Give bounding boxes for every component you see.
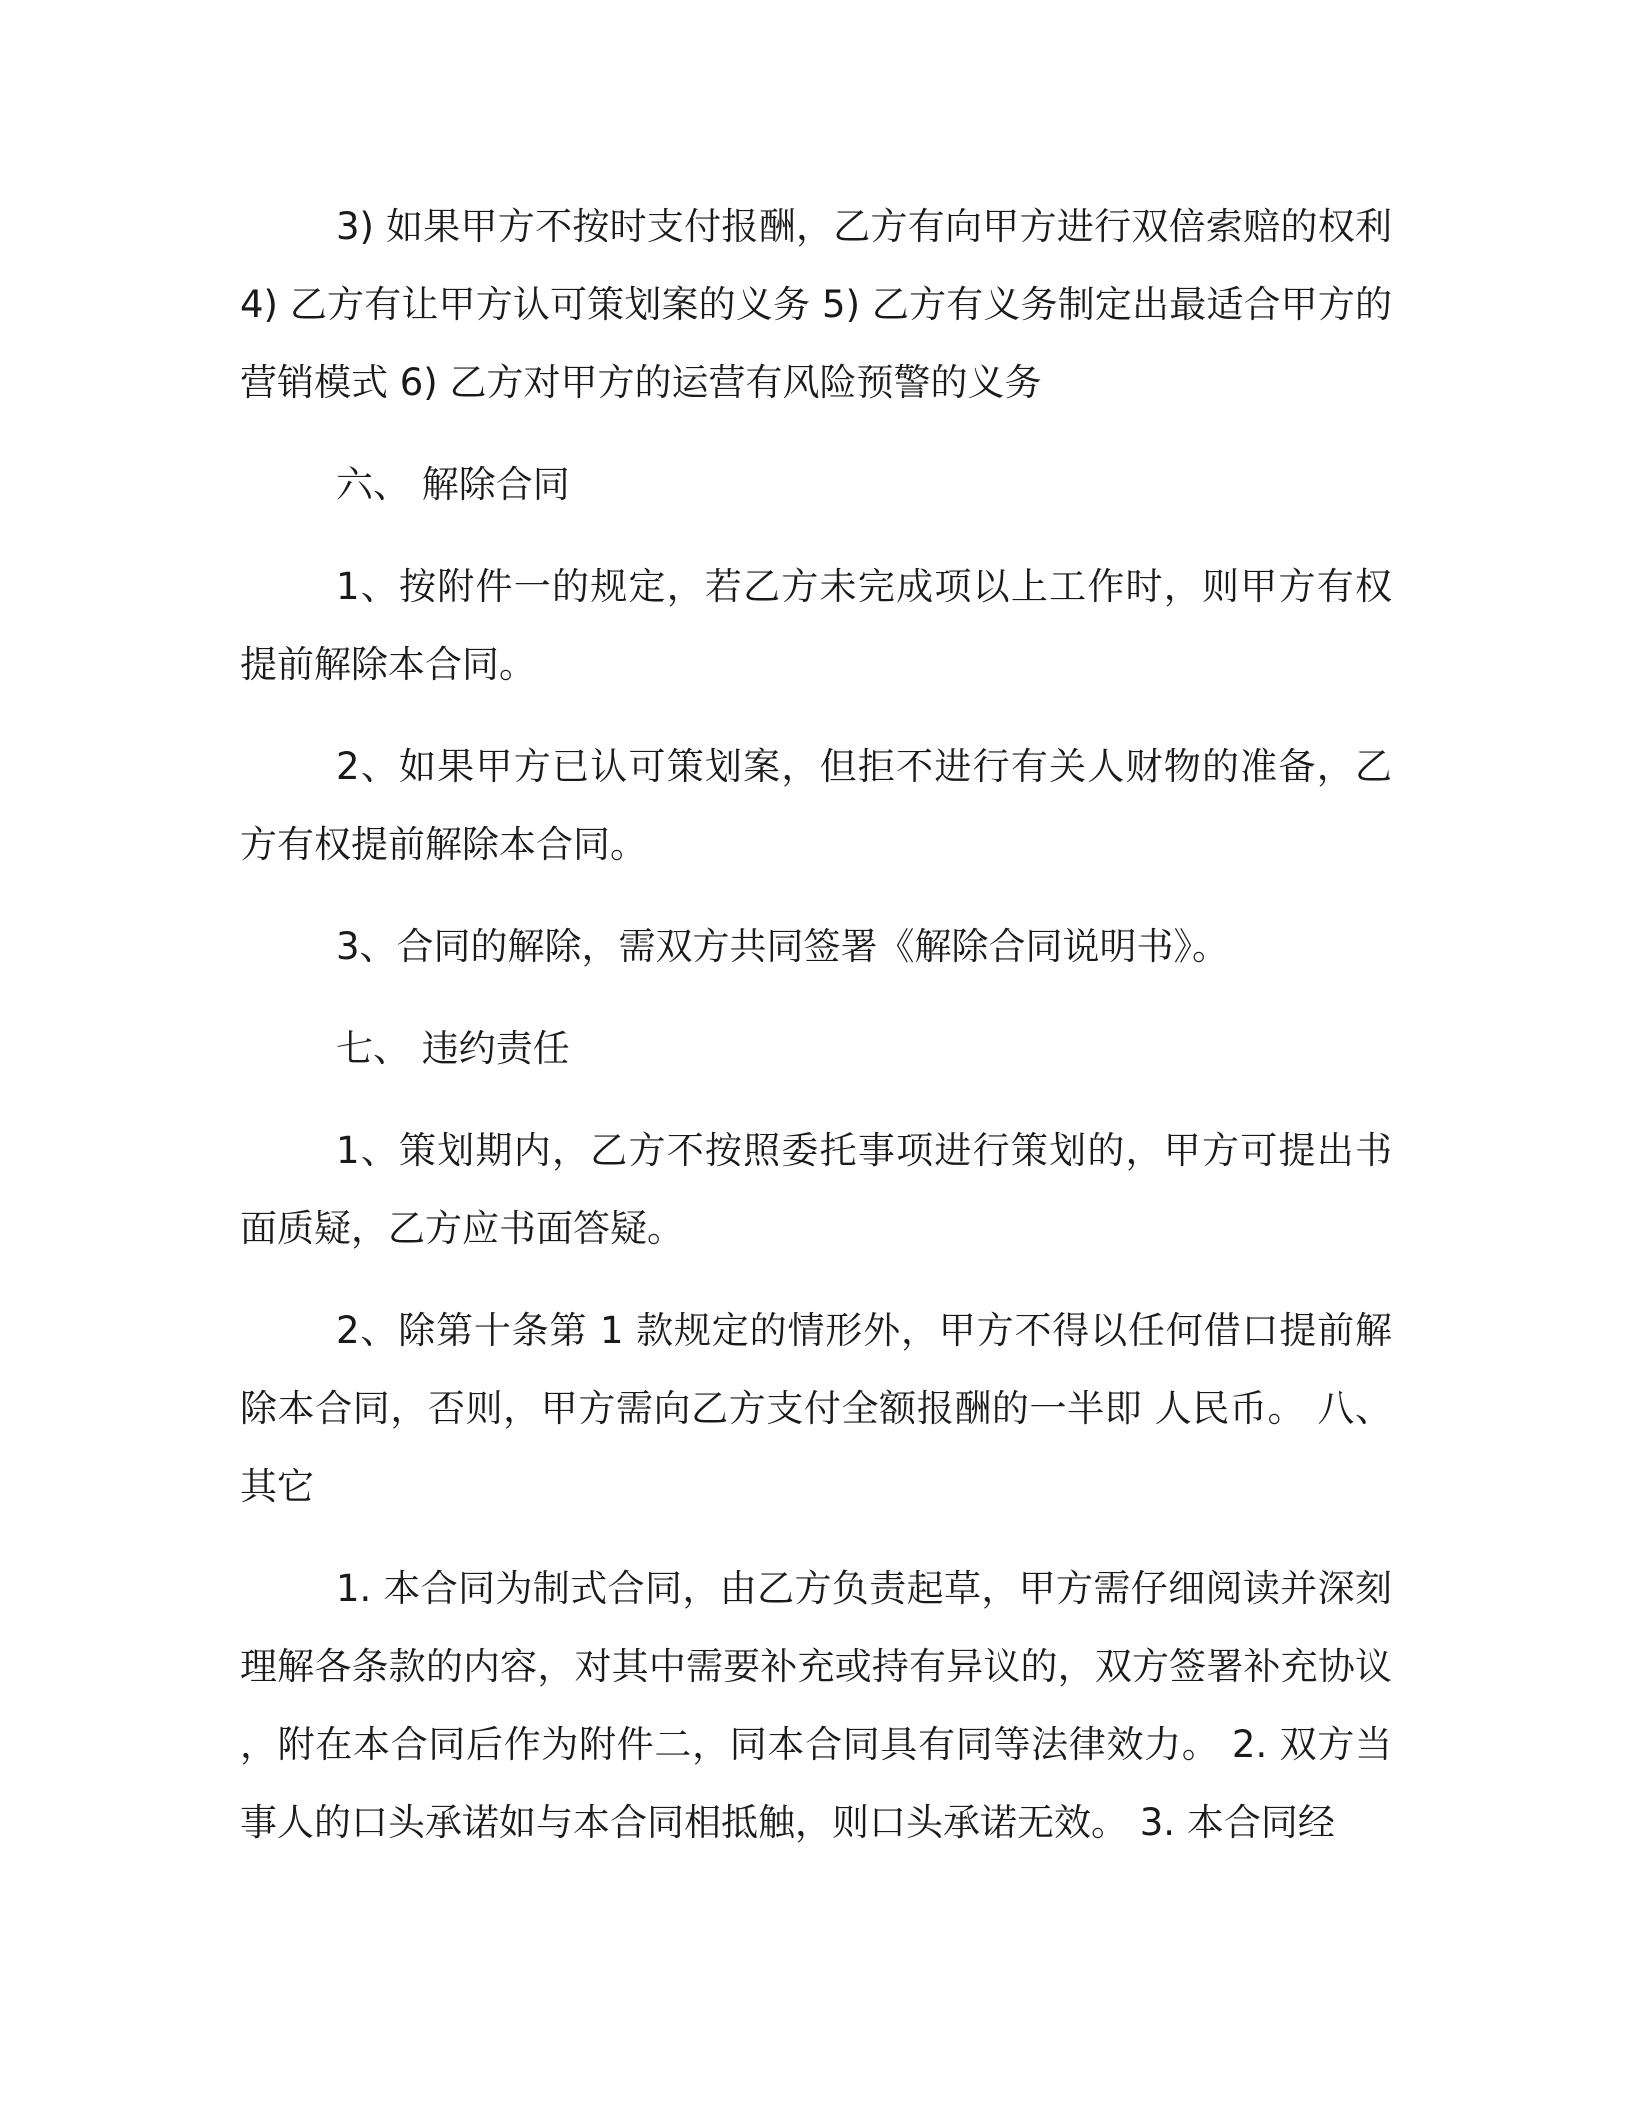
termination-clause-3: 3、合同的解除，需双方共同签署《解除合同说明书》。 (336, 925, 1230, 968)
liability-clause-1: 1、策划期内，乙方不按照委托事项进行策划的，甲方可提出书面质疑，乙方应书面答疑。 (240, 1129, 1392, 1250)
document-body (240, 188, 1392, 1886)
termination-clause-1: 1、按附件一的规定，若乙方未完成项以上工作时，则甲方有权提前解除本合同。 (240, 565, 1392, 686)
section-heading-termination: 六、 解除合同 (336, 463, 570, 506)
section-heading-liability: 七、 违约责任 (336, 1027, 570, 1070)
clause-rights-obligations: 3) 如果甲方不按时支付报酬，乙方有向甲方进行双倍索赔的权利 4) 乙方有让甲方认可策划案的义务 5) 乙方有义务制定出最适合甲方的营销模式 6) 乙方对甲方的运营有风险预警的义务 (240, 205, 1392, 404)
other-clause-1: 1. 本合同为制式合同，由乙方负责起草，甲方需仔细阅读并深刻理解各条款的内容，对其中需要补充或持有异议的，双方签署补充协议，附在本合同后作为附件二，同本合同具有同等法律效力。 2. 双方当事人的口头承诺如与本合同相抵触，则口头承诺无效。 3. 本合同经 (240, 1567, 1392, 1844)
liability-clause-2: 2、除第十条第 1 款规定的情形外，甲方不得以任何借口提前解除本合同，否则，甲方需向乙方支付全额报酬的一半即 人民币。 八、其它 (240, 1309, 1392, 1508)
termination-clause-2: 2、如果甲方已认可策划案，但拒不进行有关人财物的准备，乙方有权提前解除本合同。 (240, 745, 1392, 866)
